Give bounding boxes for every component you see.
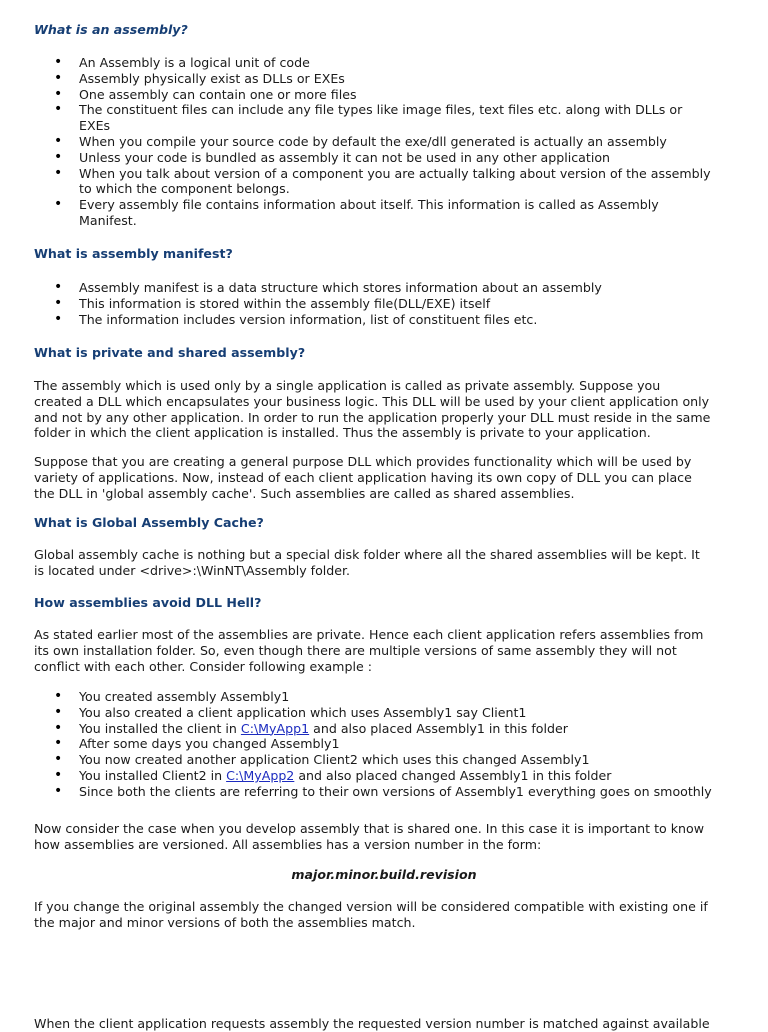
heading-assembly-manifest: What is assembly manifest? bbox=[34, 246, 233, 261]
myapp2-link[interactable]: C:\MyApp2 bbox=[226, 767, 295, 783]
list-item: • Since both the clients are referring to their own versions of Assembly1 everything goes on smoothly bbox=[79, 784, 712, 800]
list-item: • One assembly can contain one or more files bbox=[79, 87, 712, 103]
example-bullet-list bbox=[34, 689, 712, 800]
list-item: • You also created a client application which uses Assembly1 say Client1 bbox=[79, 705, 712, 721]
list-item-text: You installed Client2 in bbox=[79, 767, 227, 783]
list-item-text: You installed the client in bbox=[79, 720, 241, 736]
paragraph-shared-versioning: Now consider the case when you develop assembly that is shared one. In this case it is important to know how assemblies are versioned. All assemblies has a version number in the form: bbox=[34, 821, 705, 852]
list-item: • When you compile your source code by default the exe/dll generated is actually an assembly bbox=[79, 134, 712, 150]
heading-private-shared: What is private and shared assembly? bbox=[34, 345, 306, 360]
list-item: • You created assembly Assembly1 bbox=[79, 689, 712, 705]
paragraph-gac: Global assembly cache is nothing but a special disk folder where all the shared assemblies will be kept. It is located under <drive>:\WinNT\Assembly folder. bbox=[34, 547, 700, 578]
assembly-bullet-list bbox=[34, 55, 712, 229]
list-item bbox=[79, 768, 712, 784]
list-item: • Assembly manifest is a data structure which stores information about an assembly bbox=[79, 280, 712, 296]
manifest-bullet-list bbox=[34, 280, 712, 327]
myapp1-link[interactable]: C:\MyApp1 bbox=[240, 720, 310, 736]
list-item-text: and also placed changed Assembly1 in this folder bbox=[294, 767, 612, 783]
list-item-text: and also placed Assembly1 in this folder bbox=[309, 720, 568, 736]
list-item: • You now created another application Client2 which uses this changed Assembly1 bbox=[79, 752, 712, 768]
heading-dll-hell: How assemblies avoid DLL Hell? bbox=[34, 595, 262, 610]
paragraph-private-assembly: The assembly which is used only by a single application is called as private assembly. Suppose you created a DLL which encapsulates your business logic. This DLL will be used by your client application only and not by any other application. In order to run the application properly your DLL must reside in the same folder in which the client application is installed. Thus the assembly is private to your application. bbox=[34, 378, 711, 441]
list-item bbox=[79, 721, 712, 737]
paragraph-dll-hell-intro: As stated earlier most of the assemblies are private. Hence each client application refers assemblies from its own installation folder. So, even though there are multiple versions of same assembly they will not conflict with each other. Consider following example : bbox=[34, 627, 704, 674]
heading-what-is-assembly: What is an assembly? bbox=[34, 22, 188, 37]
paragraph-version-matching: When the client application requests assembly the requested version number is matched against available bbox=[34, 1016, 710, 1031]
list-item: • This information is stored within the assembly file(DLL/EXE) itself bbox=[79, 296, 712, 312]
list-item: • When you talk about version of a component you are actually talking about version of the assembly to which the component belongs. bbox=[79, 166, 712, 198]
list-item: • The constituent files can include any file types like image files, text files etc. along with DLLs or EXEs bbox=[79, 102, 712, 134]
list-item: • Assembly physically exist as DLLs or EXEs bbox=[79, 71, 712, 87]
paragraph-shared-assembly: Suppose that you are creating a general purpose DLL which provides functionality which will be used by variety of applications. Now, instead of each client application having its own copy of DLL you can place the DLL in 'global assembly cache'. Such assemblies are called as shared assemblies. bbox=[34, 454, 692, 501]
list-item: • After some days you changed Assembly1 bbox=[79, 736, 712, 752]
paragraph-compatibility: If you change the original assembly the changed version will be considered compatible with existing one if the major and minor versions of both the assemblies match. bbox=[34, 899, 708, 930]
list-item: • Unless your code is bundled as assembly it can not be used in any other application bbox=[79, 150, 712, 166]
list-item: • An Assembly is a logical unit of code bbox=[79, 55, 712, 71]
list-item: • The information includes version information, list of constituent files etc. bbox=[79, 312, 712, 328]
list-item: • Every assembly file contains information about itself. This information is called as Assembly Manifest. bbox=[79, 197, 712, 229]
version-format-formula: major.minor.build.revision bbox=[291, 867, 477, 882]
heading-global-assembly-cache: What is Global Assembly Cache? bbox=[34, 515, 264, 530]
